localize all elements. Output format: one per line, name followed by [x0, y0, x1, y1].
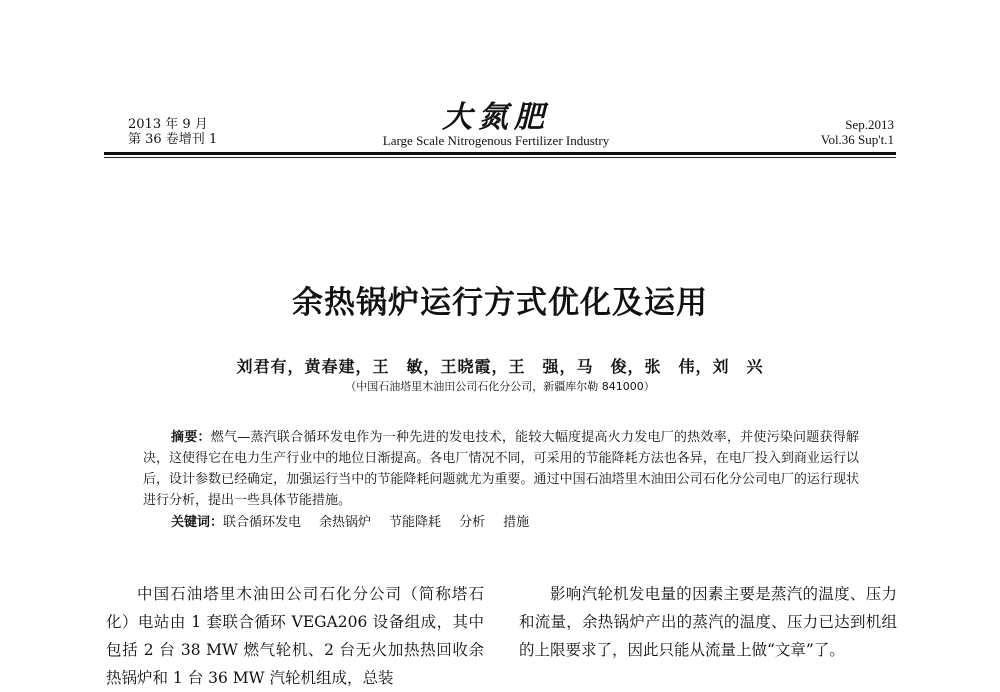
affiliation: （中国石油塔里木油田公司石化分公司，新疆库尔勒 841000） — [345, 380, 655, 393]
header-right — [821, 117, 894, 147]
header-rule-thin — [104, 157, 896, 158]
journal-title-cn: 大氮肥 — [442, 100, 550, 135]
keyword: 措施 — [503, 515, 530, 530]
body-paragraph: 影响汽轮机发电量的因素主要是蒸汽的温度、压力和流量，余热锅炉产出的蒸汽的温度、压力已达到机组的上限要求了，因此只能从流量上做“文章”了。 — [519, 585, 897, 659]
abstract-label: 摘要： — [171, 430, 211, 445]
header-rule-thick — [104, 152, 896, 155]
journal-title-en: Large Scale Nitrogenous Fertilizer Industry — [382, 133, 610, 148]
issue-date-en: Sep.2013 — [845, 117, 894, 132]
keyword: 分析 — [459, 515, 486, 530]
paper-title: 余热锅炉运行方式优化及运用 — [292, 285, 708, 321]
keywords-label: 关键词： — [171, 515, 224, 530]
issue-date-cn: 2013 年 9 月 — [128, 117, 208, 132]
body-column-right — [519, 580, 897, 664]
abstract-text: 燃气—蒸汽联合循环发电作为一种先进的发电技术，能较大幅度提高火力发电厂的热效率，并使污染问题获得解决，这使得它在电力生产行业中的地位日渐提高。各电厂情况不同，可采用的节能降耗方法也各异，在电厂投入到商业运行以后，设计参数已经确定，加强运行当中的节能降耗问题就尤为重要。通过中国石油塔里木油田公司石化分公司电厂的运行现状进行分析，提出一些具体节能措施。 — [143, 430, 859, 508]
keyword: 余热锅炉 — [319, 515, 372, 530]
keywords-line — [143, 512, 859, 533]
abstract-paragraph — [143, 427, 859, 511]
author-list: 刘君有，黄春建，王 敏，王晓霞，王 强，马 俊，张 伟，刘 兴 — [236, 357, 764, 376]
keyword: 联合循环发电 — [223, 515, 302, 530]
header-left — [128, 117, 217, 147]
issue-volume-cn: 第 36 卷增刊 1 — [128, 132, 218, 147]
issue-volume-en: Vol.36 Sup't.1 — [820, 132, 894, 147]
body-column-left — [106, 580, 484, 692]
keyword: 节能降耗 — [389, 515, 442, 530]
abstract-block — [143, 427, 859, 533]
body-paragraph: 中国石油塔里木油田公司石化分公司（简称塔石化）电站由 1 套联合循环 VEGA206 设备组成，其中包括 2 台 38 MW 燃气轮机、2 台无火加热热回收余热锅炉和 1 台 36 MW 汽轮机组成，总装 — [106, 585, 484, 687]
journal-masthead — [300, 100, 692, 149]
